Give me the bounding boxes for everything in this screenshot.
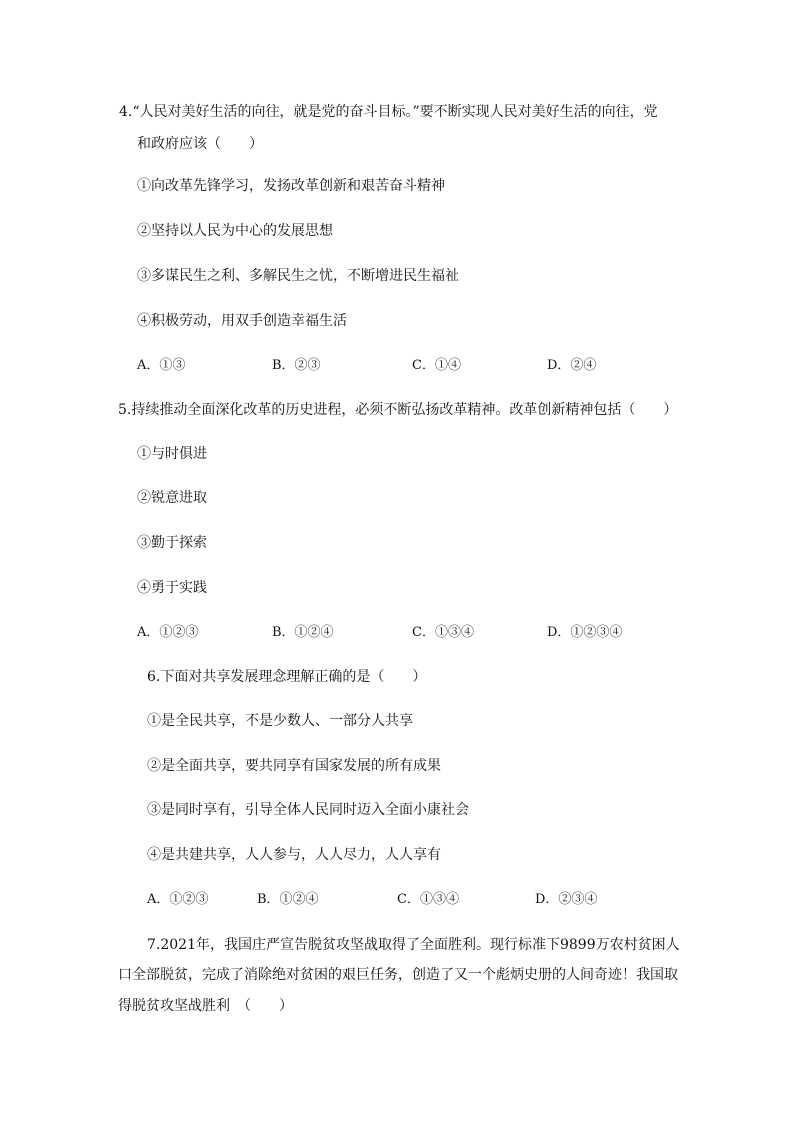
q5-item-3: ③勤于探索 xyxy=(137,535,207,551)
q6-option-d: D．②③④ xyxy=(535,892,598,907)
q5-item-1: ①与时俱进 xyxy=(137,446,207,462)
q5-option-c: C．①③④ xyxy=(412,625,474,640)
q5-item-2: ②锐意进取 xyxy=(137,490,207,506)
q5-item-4: ④勇于实践 xyxy=(137,580,207,596)
q4-option-b: B．②③ xyxy=(272,358,321,373)
q6-stem: 6.下面对共享发展理念理解正确的是（ ） xyxy=(147,669,427,685)
q6-item-3: ③是同时享有，引导全体人民同时迈入全面小康社会 xyxy=(147,802,469,818)
q7-stem-line3: 得脱贫攻坚战胜利 （ ） xyxy=(118,998,293,1014)
q5-option-a: A．①②③ xyxy=(137,625,199,640)
q4-option-a: A．①③ xyxy=(137,358,186,373)
q7-stem-line2: 口全部脱贫，完成了消除绝对贫困的艰巨任务，创造了又一个彪炳史册的人间奇迹！我国取 xyxy=(118,967,678,983)
q6-item-4: ④是共建共享，人人参与，人人尽力，人人享有 xyxy=(147,847,441,863)
q4-item-2: ②坚持以人民为中心的发展思想 xyxy=(137,223,333,239)
q5-option-b: B．①②④ xyxy=(272,625,334,640)
q6-item-1: ①是全民共享，不是少数人、一部分人共享 xyxy=(147,713,413,729)
q6-option-a: A．①②③ xyxy=(147,892,209,907)
q5-stem: 5.持续推动全面深化改革的历史进程，必须不断弘扬改革精神。改革创新精神包括（ ） xyxy=(118,402,678,418)
q7-stem-line1: 7.2021年，我国庄严宣告脱贫攻坚战取得了全面胜利。现行标准下9899万农村贫困人 xyxy=(147,937,680,953)
q4-item-4: ④积极劳动，用双手创造幸福生活 xyxy=(137,313,347,329)
q6-item-2: ②是全面共享，要共同享有国家发展的所有成果 xyxy=(147,758,441,774)
q4-item-1: ①向改革先锋学习，发扬改革创新和艰苦奋斗精神 xyxy=(137,178,445,194)
q4-option-c: C．①④ xyxy=(412,358,461,373)
q6-option-b: B．①②④ xyxy=(257,892,319,907)
q4-stem-line2: 和政府应该（ ） xyxy=(137,136,263,152)
q4-option-d: D．②④ xyxy=(547,358,597,373)
q5-option-d: D．①②③④ xyxy=(547,625,623,640)
q4-item-3: ③多谋民生之利、多解民生之忧，不断增进民生福祉 xyxy=(137,268,459,284)
q6-option-c: C．①③④ xyxy=(397,892,459,907)
q4-stem-line1: 4.“人民对美好生活的向往，就是党的奋斗目标。”要不断实现人民对美好生活的向往，党 xyxy=(119,104,658,120)
